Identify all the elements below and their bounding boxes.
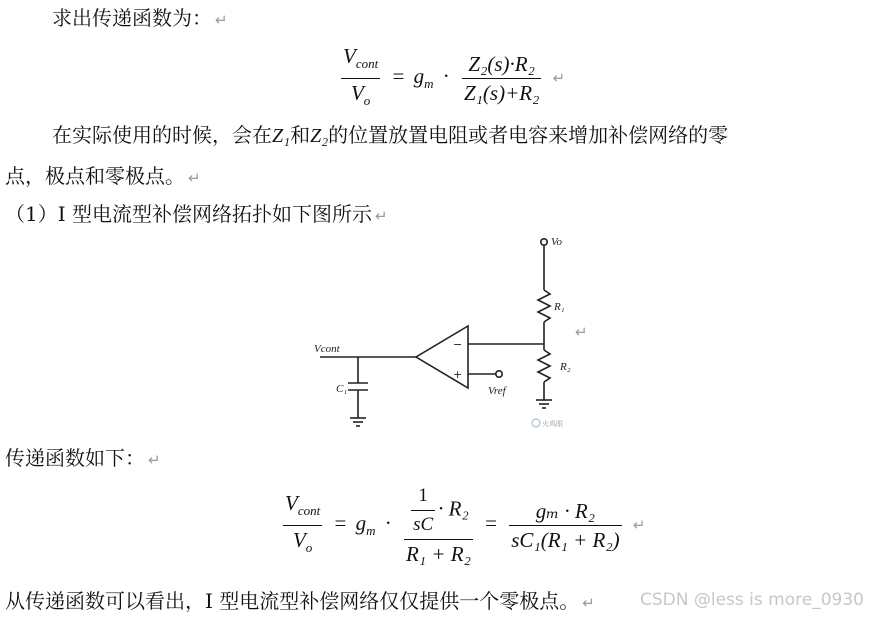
lhs-num-sub: cont xyxy=(355,56,379,71)
dot-operator: · xyxy=(384,510,392,535)
gain-symbol xyxy=(355,510,376,538)
section1-text: （1）I 型电流型补偿网络拓扑如下图所示 xyxy=(5,202,372,226)
diagram-logo xyxy=(532,419,563,428)
symbol-z2: Z₂ xyxy=(310,125,329,147)
equation2-rhs-fraction xyxy=(509,497,621,554)
label-r1: R₁ xyxy=(554,301,565,313)
paragraph2-text-b: 的位置放置电阻或者电容来增加补偿网络的零 xyxy=(328,123,729,147)
equals-sign: = xyxy=(485,510,497,535)
equals-sign: = xyxy=(334,510,347,535)
text-line-transfer-intro xyxy=(52,5,228,33)
return-mark-icon: ↵ xyxy=(215,11,228,29)
resistor-r2 xyxy=(538,350,550,382)
equals-sign: = xyxy=(392,64,405,89)
return-mark-icon: ↵ xyxy=(632,515,646,534)
return-mark-icon: ↵ xyxy=(552,69,566,88)
compensation-network-circuit-diagram xyxy=(300,228,590,438)
return-mark-icon: ↵ xyxy=(582,594,595,612)
inner-den: sC xyxy=(413,514,434,535)
label-c1: C₁ xyxy=(336,383,348,395)
paragraph2-text-c: 点，极点和零极点。 xyxy=(5,164,185,188)
lhs-den-sub: o xyxy=(305,539,313,555)
equation2-lhs-fraction xyxy=(283,489,322,562)
text-line-paragraph2-c xyxy=(5,163,201,191)
vo-terminal xyxy=(541,239,547,245)
equation-type1-transfer-function xyxy=(280,482,645,568)
section-heading-type1 xyxy=(5,201,388,229)
circuit-return-mark xyxy=(572,322,588,341)
csdn-watermark: CSDN @less is more_0930 xyxy=(640,590,864,610)
text-line-conclusion xyxy=(5,588,595,616)
inner-mult: · R₂ xyxy=(438,496,469,521)
lhs-den: V xyxy=(350,81,364,105)
label-vref: Vref xyxy=(488,385,506,397)
label-r2: R₂ xyxy=(560,361,571,373)
equation-transfer-function xyxy=(338,42,565,115)
resistor-r1 xyxy=(538,290,550,322)
return-mark-icon: ↵ xyxy=(148,451,161,469)
equation2-mid-fraction xyxy=(404,482,473,568)
lhs-num: V xyxy=(343,44,356,68)
gain: g xyxy=(413,64,425,89)
symbol-z1: Z₁ xyxy=(272,125,291,147)
gain-sub: m xyxy=(366,522,376,538)
lhs-den: V xyxy=(292,527,306,552)
text-line-transfer-below xyxy=(5,445,161,473)
text-conclusion: 从传递函数可以看出，I 型电流型补偿网络仅仅提供一个零极点。 xyxy=(5,589,580,613)
lhs-num-sub: cont xyxy=(297,502,321,518)
inner-num: 1 xyxy=(418,485,428,506)
paragraph2-and: 和 xyxy=(290,123,311,147)
text-transfer-intro: 求出传递函数为： xyxy=(52,6,212,30)
logo-text: 火鸡眼 xyxy=(542,420,563,428)
label-minus: − xyxy=(453,338,463,351)
rhs-num: Z₂(s)·R₂ xyxy=(468,52,535,76)
inner-fraction xyxy=(411,482,435,539)
gain-sub: m xyxy=(424,76,434,92)
mid-den: R₁ + R₂ xyxy=(405,542,471,566)
label-vo: Vo xyxy=(551,236,562,248)
equation-rhs-fraction xyxy=(462,50,541,107)
rhs-den: Z₁(s)+R₂ xyxy=(463,81,540,105)
lhs-den-sub: o xyxy=(363,93,371,108)
mid-numerator xyxy=(406,482,471,539)
gain: g xyxy=(355,510,367,535)
label-plus: + xyxy=(453,368,463,381)
dot-operator: · xyxy=(442,64,450,89)
equation-lhs-fraction xyxy=(341,42,380,115)
label-vcont: Vcont xyxy=(314,343,340,355)
text-line-paragraph2-a xyxy=(52,122,728,149)
paragraph2-text-a: 在实际使用的时候，会在 xyxy=(52,123,272,147)
text-transfer-below: 传递函数如下： xyxy=(5,446,145,470)
return-mark-icon: ↵ xyxy=(575,323,588,341)
return-mark-icon: ↵ xyxy=(188,169,201,187)
gain-symbol xyxy=(413,64,434,92)
vref-terminal xyxy=(496,371,502,377)
lhs-num: V xyxy=(285,490,298,515)
rhs-den: sC₁(R₁ + R₂) xyxy=(511,527,620,552)
return-mark-icon: ↵ xyxy=(374,207,388,225)
rhs-num: gₘ · R₂ xyxy=(535,498,596,523)
